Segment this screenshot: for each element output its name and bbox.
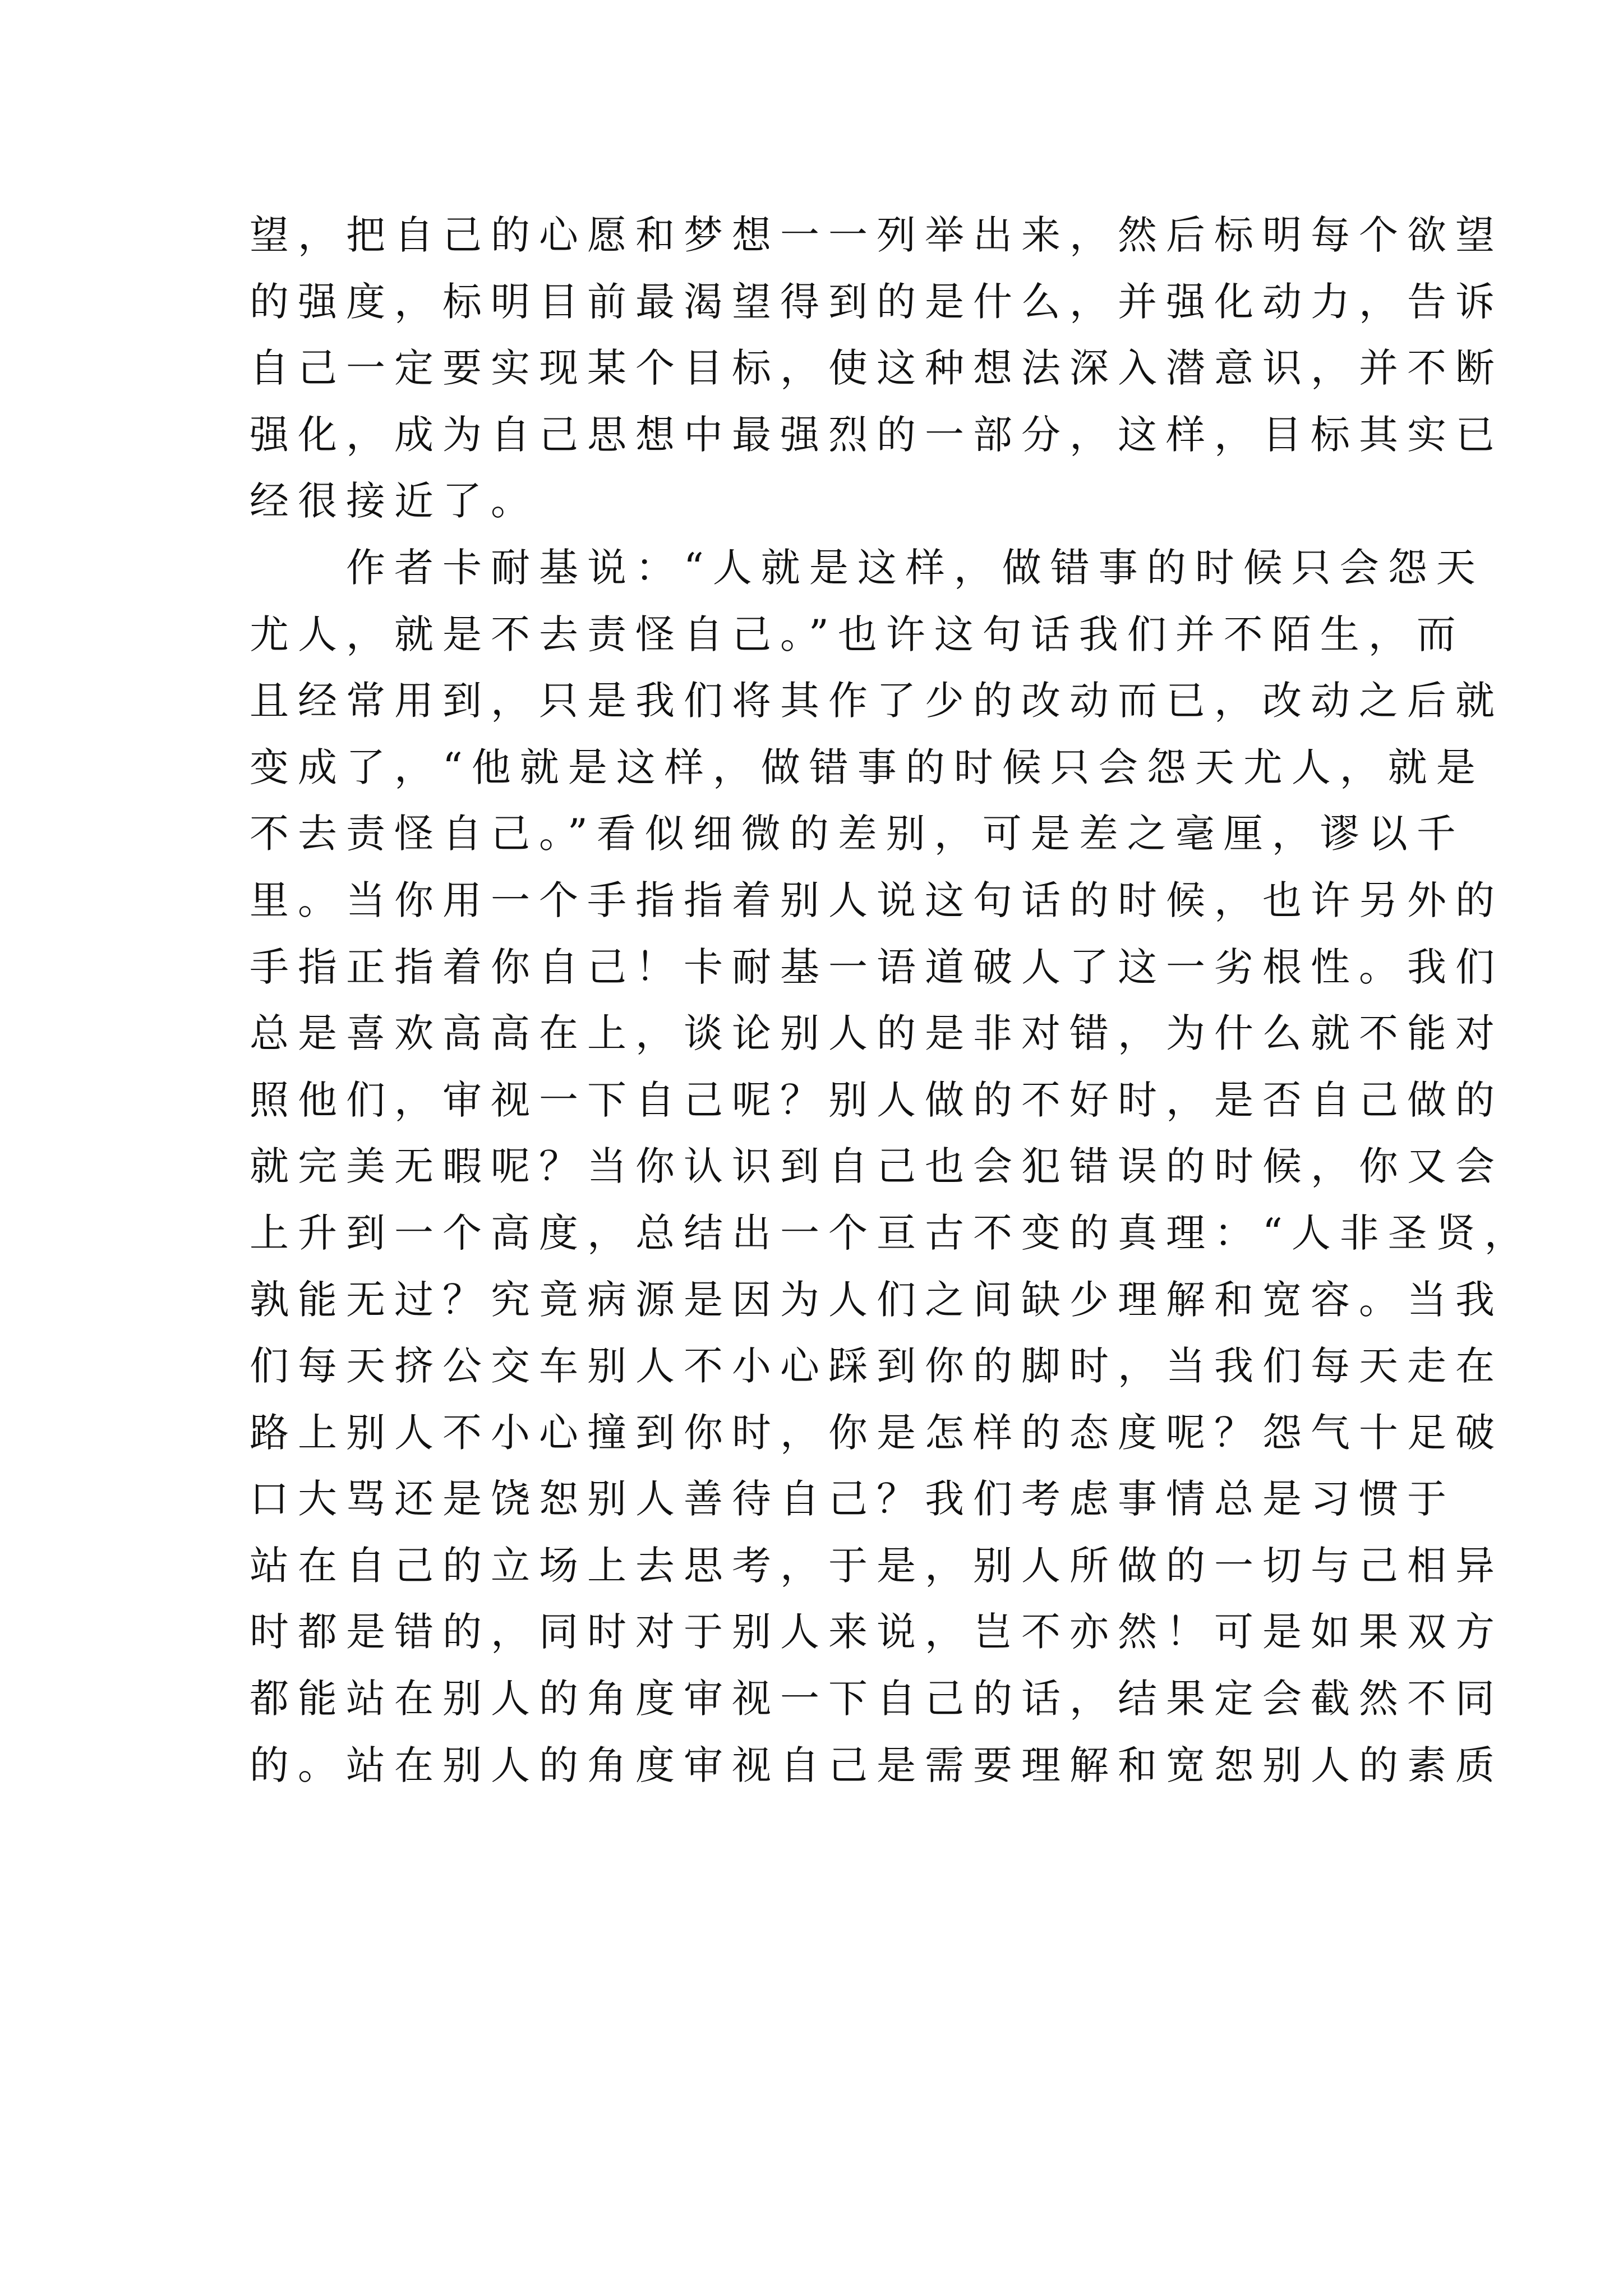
- text-line: 不去责怪自己。”看似细微的差别，可是差之毫厘，谬以千: [250, 811, 1465, 857]
- text-line: 总是喜欢高高在上，谈论别人的是非对错，为什么就不能对: [250, 1010, 1504, 1057]
- text-line: 作者卡耐基说：“人就是这样，做错事的时候只会怨天: [250, 544, 1484, 591]
- text-line: 站在自己的立场上去思考，于是，别人所做的一切与己相异: [250, 1542, 1504, 1589]
- text-line: 强化，成为自己思想中最强烈的一部分，这样，目标其实已: [250, 411, 1504, 458]
- text-line: 的。站在别人的角度审视自己是需要理解和宽恕别人的素质: [250, 1742, 1504, 1788]
- text-line: 变成了，“他就是这样，做错事的时候只会怨天尤人，就是: [250, 744, 1484, 790]
- text-line: 经很接近了。: [250, 478, 539, 524]
- text-line: 且经常用到，只是我们将其作了少的改动而已，改动之后就: [250, 678, 1504, 724]
- body-text: [250, 202, 1533, 1798]
- text-line: 手指正指着你自己！卡耐基一语道破人了这一劣根性。我们: [250, 944, 1504, 990]
- text-line: 孰能无过？究竟病源是因为人们之间缺少理解和宽容。当我: [250, 1276, 1504, 1323]
- text-line: 都能站在别人的角度审视一下自己的话，结果定会截然不同: [250, 1676, 1504, 1722]
- text-line: 就完美无暇呢？当你认识到自己也会犯错误的时候，你又会: [250, 1143, 1504, 1190]
- text-line: 望，把自己的心愿和梦想一一列举出来，然后标明每个欲望: [250, 212, 1504, 258]
- text-line: 自己一定要实现某个目标，使这种想法深入潜意识，并不断: [250, 345, 1504, 392]
- text-line: 口大骂还是饶恕别人善待自己？我们考虑事情总是习惯于: [250, 1476, 1455, 1522]
- text-line: 里。当你用一个手指指着别人说这句话的时候，也许另外的: [250, 877, 1504, 923]
- text-line: 上升到一个高度，总结出一个亘古不变的真理：“人非圣贤，: [250, 1209, 1533, 1256]
- text-line: 们每天挤公交车别人不小心踩到你的脚时，当我们每天走在: [250, 1343, 1504, 1389]
- text-line: 的强度，标明目前最渴望得到的是什么，并强化动力，告诉: [250, 278, 1504, 325]
- text-line: 时都是错的，同时对于别人来说，岂不亦然！可是如果双方: [250, 1609, 1504, 1655]
- text-line: 路上别人不小心撞到你时，你是怎样的态度呢？怨气十足破: [250, 1409, 1504, 1456]
- text-line: 照他们，审视一下自己呢？别人做的不好时，是否自己做的: [250, 1076, 1504, 1123]
- text-line: 尤人，就是不去责怪自己。”也许这句话我们并不陌生，而: [250, 611, 1465, 657]
